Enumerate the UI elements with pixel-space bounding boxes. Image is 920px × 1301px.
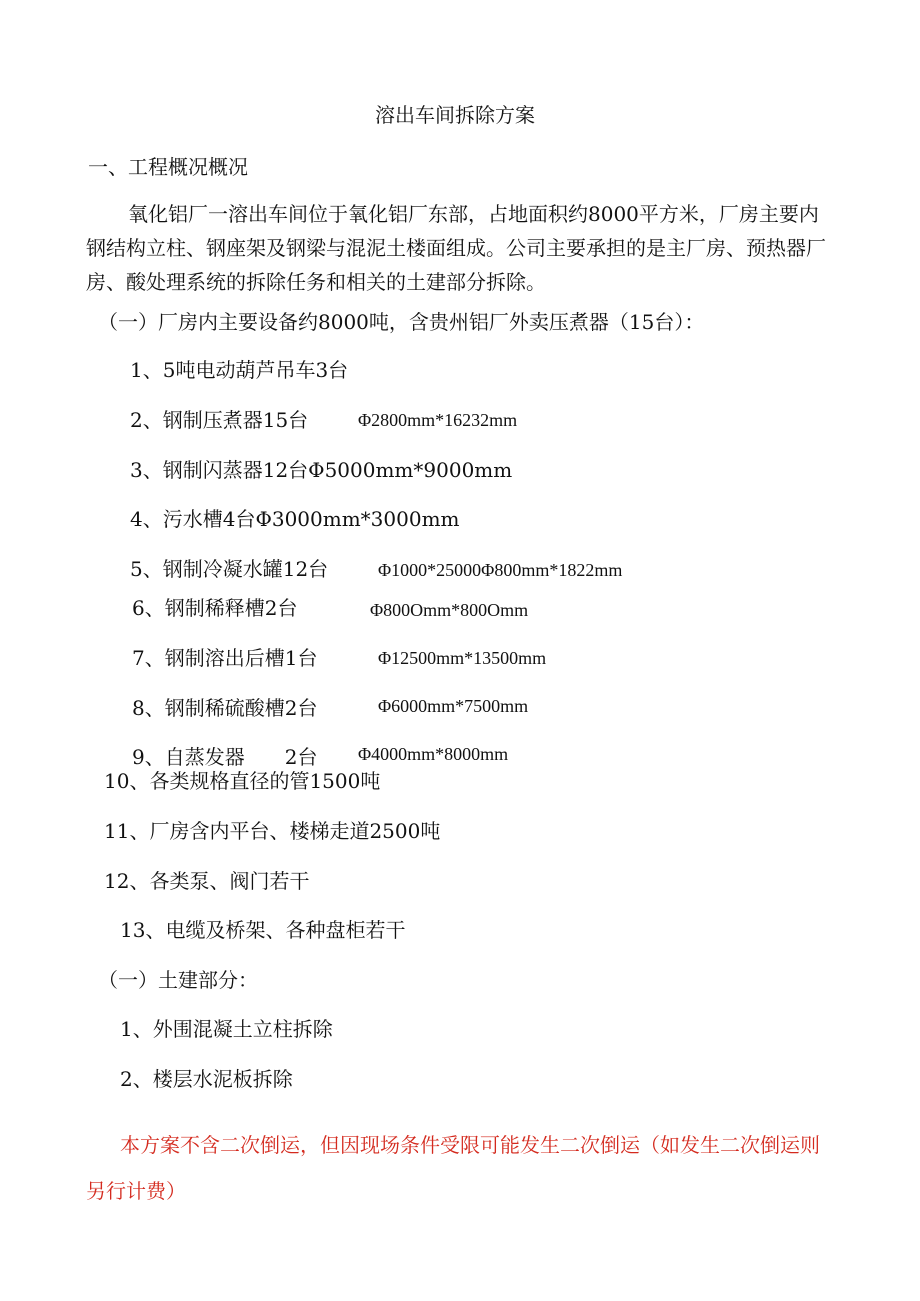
equipment-item-label: 3、钢制闪蒸器12台Φ5000mm*9000mm (130, 458, 513, 482)
equipment-item-label: 4、污水槽4台Φ3000mm*3000mm (130, 507, 460, 531)
equipment-item-spec: Φ6000mm*7500mm (378, 696, 529, 716)
equipment-item-label: 5、钢制冷凝水罐12台 (130, 557, 329, 581)
equipment-item-label: 10、各类规格直径的管1500吨 (104, 769, 381, 793)
equipment-item-spec: Φ2800mm*16232mm (358, 410, 518, 430)
equipment-item-label: 8、钢制稀硫酸槽2台 (132, 696, 318, 720)
equipment-item-spec: Φ1000*25000Φ800mm*1822mm (378, 560, 623, 580)
equipment-item-label: 11、厂房含内平台、楼梯走道2500吨 (104, 819, 441, 843)
equipment-item-label: 7、钢制溶出后槽1台 (132, 646, 318, 670)
civil-item: 1、外围混凝土立柱拆除 (120, 1017, 333, 1041)
document-title: 溶出车间拆除方案 (375, 103, 535, 127)
equipment-item-spec: Φ4000mm*8000mm (358, 744, 509, 764)
overview-paragraph: 氧化铝厂一溶出车间位于氧化铝厂东部，占地面积约8000平方米，厂房主要内钢结构立柱、钢座架及钢梁与混泥土楼面组成。公司主要承担的是主厂房、预热器厂房、酸处理系统的拆除任务和相关的土建部分拆除。 (86, 202, 826, 294)
equipment-item-label: 9、自蒸发器 2台 (132, 745, 318, 769)
equipment-item-spec: Φ12500mm*13500mm (378, 648, 547, 668)
equipment-item-label: 6、钢制稀释槽2台 (132, 596, 298, 620)
equipment-item-label: 12、各类泵、阀门若干 (104, 869, 310, 893)
equipment-item-label: 2、钢制压煮器15台 (130, 408, 309, 432)
civil-works-heading: （一）土建部分： (98, 968, 258, 992)
equipment-item-spec: Φ800Omm*800Omm (370, 600, 529, 620)
section-heading-overview: 一、工程概况概况 (88, 155, 248, 179)
equipment-item-label: 13、电缆及桥架、各种盘柜若干 (120, 918, 406, 942)
cost-note: 本方案不含二次倒运，但因现场条件受限可能发生二次倒运（如发生二次倒运则另行计费） (86, 1133, 820, 1203)
civil-item: 2、楼层水泥板拆除 (120, 1067, 293, 1091)
equipment-heading: （一）厂房内主要设备约8000吨，含贵州铝厂外卖压煮器（15台）： (98, 310, 705, 334)
equipment-item-label: 1、5吨电动葫芦吊车3台 (130, 358, 349, 382)
